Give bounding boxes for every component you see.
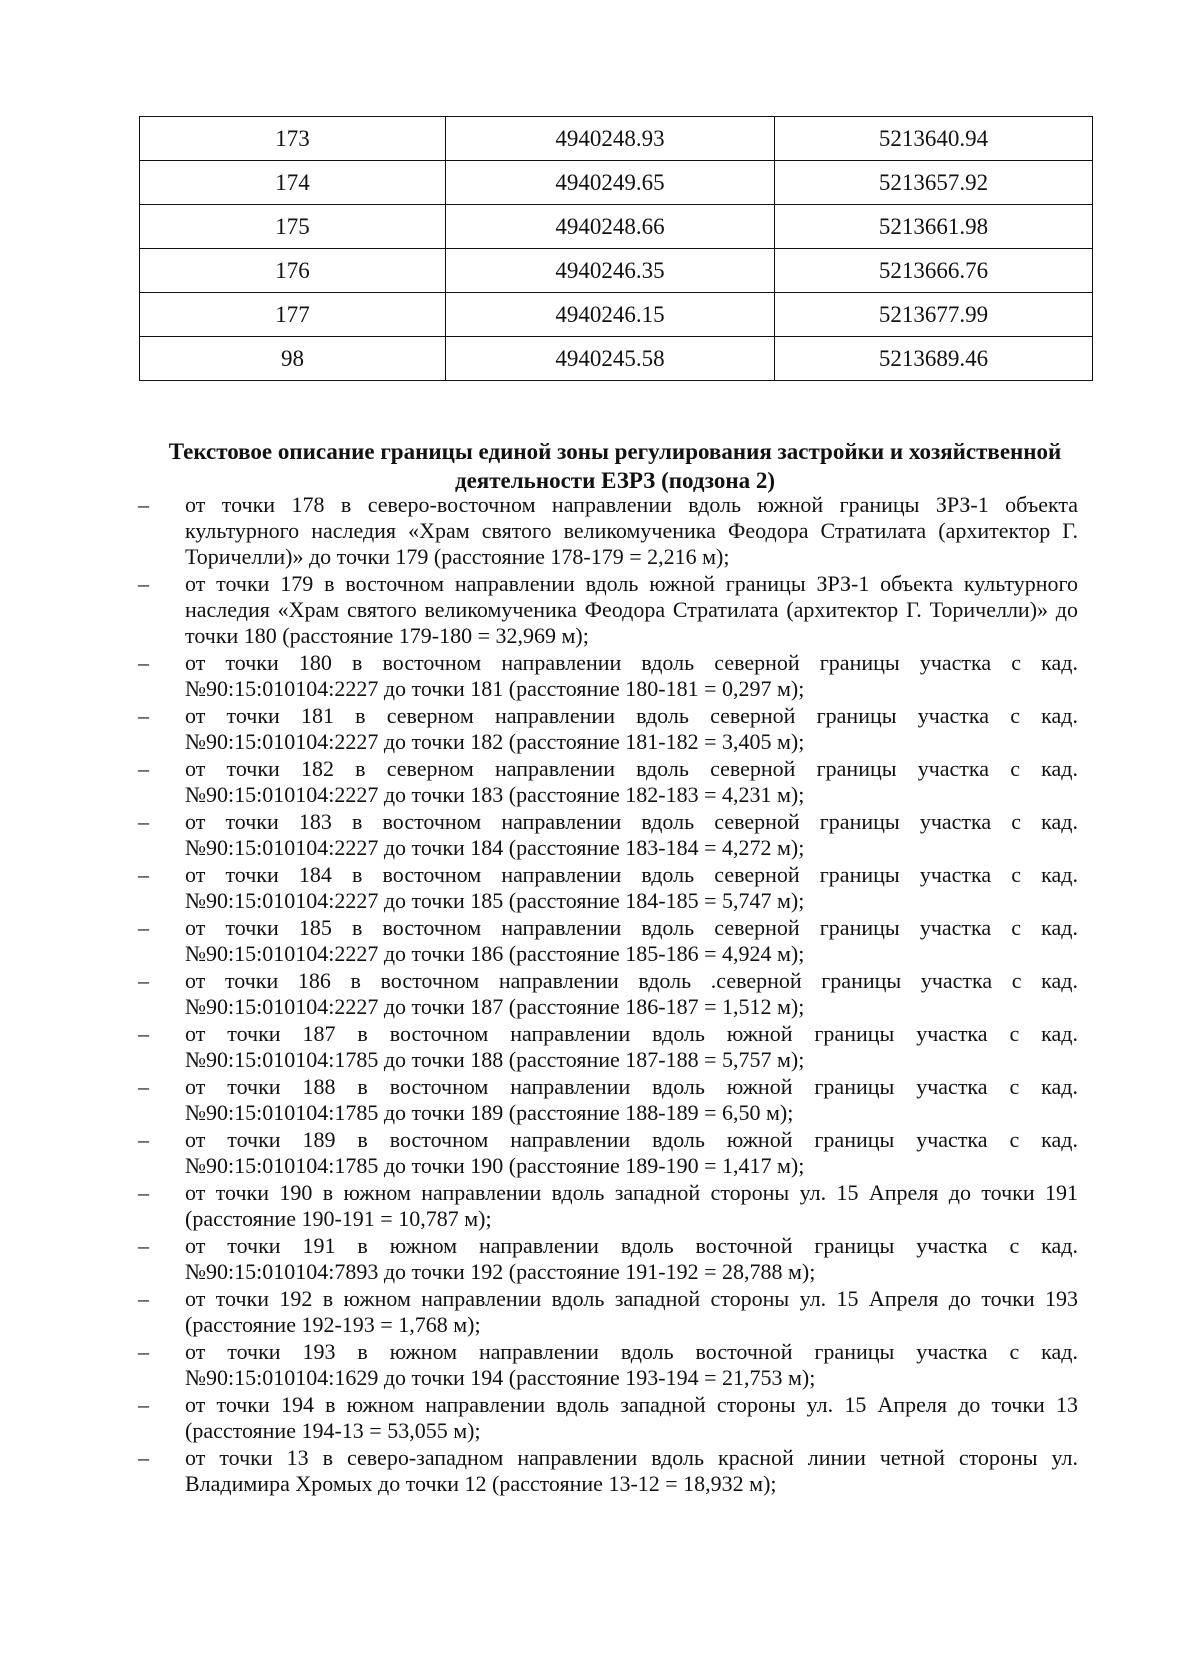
dash-bullet: – [138,650,149,675]
point-number-cell: 98 [140,337,446,381]
dash-bullet: – [138,809,149,834]
y-coordinate-cell: 5213640.94 [775,117,1093,161]
dash-bullet: – [138,492,149,517]
list-item-text: от точки 178 в северо-восточном направлении вдоль южной границы ЗРЗ-1 объекта культурного наследия «Храм святого великомученика Феодора Стратилата (архитектор Г. Торичелли)» до точки 179 (расстояние 178-179 = 2,216 м); [185,492,1078,569]
x-coordinate-cell: 4940249.65 [446,161,775,205]
list-item-text: от точки 191 в южном направлении вдоль восточной границы участка с кад. №90:15:010104:7893 до точки 192 (расстояние 191-192 = 28,788 м); [185,1233,1078,1284]
list-item [138,968,1078,1020]
y-coordinate-cell: 5213661.98 [775,205,1093,249]
dash-bullet: – [138,1233,149,1258]
point-number-cell: 173 [140,117,446,161]
list-item-text: от точки 194 в южном направлении вдоль западной стороны ул. 15 Апреля до точки 13 (расстояние 194-13 = 53,055 м); [185,1392,1078,1443]
list-item [138,1021,1078,1073]
list-item-text: от точки 181 в северном направлении вдоль северной границы участка с кад. №90:15:010104:2227 до точки 182 (расстояние 181-182 = 3,405 м); [185,703,1078,754]
list-item [138,809,1078,861]
list-item [138,915,1078,967]
list-item [138,1445,1078,1497]
list-item [138,1074,1078,1126]
point-number-cell: 177 [140,293,446,337]
heading-line-2: деятельности ЕЗРЗ (подзона 2) [454,468,776,493]
list-item [138,1127,1078,1179]
table-row [140,161,1093,205]
dash-bullet: – [138,915,149,940]
x-coordinate-cell: 4940245.58 [446,337,775,381]
x-coordinate-cell: 4940248.93 [446,117,775,161]
table-row [140,293,1093,337]
dash-bullet: – [138,1339,149,1364]
y-coordinate-cell: 5213677.99 [775,293,1093,337]
list-item-text: от точки 182 в северном направлении вдоль северной границы участка с кад. №90:15:010104:2227 до точки 183 (расстояние 182-183 = 4,231 м); [185,756,1078,807]
list-item-text: от точки 193 в южном направлении вдоль восточной границы участка с кад. №90:15:010104:1629 до точки 194 (расстояние 193-194 = 21,753 м); [185,1339,1078,1390]
list-item [138,703,1078,755]
x-coordinate-cell: 4940248.66 [446,205,775,249]
list-item-text: от точки 192 в южном направлении вдоль западной стороны ул. 15 Апреля до точки 193 (расстояние 192-193 = 1,768 м); [185,1286,1078,1337]
table-row [140,249,1093,293]
list-item [138,650,1078,702]
dash-bullet: – [138,1392,149,1417]
dash-bullet: – [138,571,149,596]
dash-bullet: – [138,1445,149,1470]
table-row [140,337,1093,381]
dash-bullet: – [138,1286,149,1311]
dash-bullet: – [138,1021,149,1046]
list-item-text: от точки 187 в восточном направлении вдоль южной границы участка с кад. №90:15:010104:1785 до точки 188 (расстояние 187-188 = 5,757 м); [185,1021,1078,1072]
y-coordinate-cell: 5213666.76 [775,249,1093,293]
list-item [138,1180,1078,1232]
list-item [138,1392,1078,1444]
dash-bullet: – [138,1127,149,1152]
dash-bullet: – [138,703,149,728]
point-number-cell: 176 [140,249,446,293]
x-coordinate-cell: 4940246.15 [446,293,775,337]
list-item-text: от точки 185 в восточном направлении вдоль северной границы участка с кад. №90:15:010104:2227 до точки 186 (расстояние 185-186 = 4,924 м); [185,915,1078,966]
list-item-text: от точки 186 в восточном направлении вдоль .северной границы участка с кад. №90:15:010104:2227 до точки 187 (расстояние 186-187 = 1,512 м); [185,968,1078,1019]
list-item [138,571,1078,649]
list-item [138,1286,1078,1338]
list-item-text: от точки 190 в южном направлении вдоль западной стороны ул. 15 Апреля до точки 191 (расстояние 190-191 = 10,787 м); [185,1180,1078,1231]
point-number-cell: 175 [140,205,446,249]
list-item [138,1339,1078,1391]
table-row [140,205,1093,249]
table-row [140,117,1093,161]
list-item [138,862,1078,914]
list-item [138,756,1078,808]
list-item-text: от точки 184 в восточном направлении вдоль северной границы участка с кад. №90:15:010104:2227 до точки 185 (расстояние 184-185 = 5,747 м); [185,862,1078,913]
section-heading [130,437,1100,495]
dash-bullet: – [138,968,149,993]
point-number-cell: 174 [140,161,446,205]
list-item-text: от точки 188 в восточном направлении вдоль южной границы участка с кад. №90:15:010104:1785 до точки 189 (расстояние 188-189 = 6,50 м); [185,1074,1078,1125]
list-item-text: от точки 179 в восточном направлении вдоль южной границы ЗРЗ-1 объекта культурного наследия «Храм святого великомученика Феодора Стратилата (архитектор Г. Торичелли)» до точки 180 (расстояние 179-180 = 32,969 м); [185,571,1078,648]
dash-bullet: – [138,756,149,781]
y-coordinate-cell: 5213689.46 [775,337,1093,381]
list-item-text: от точки 180 в восточном направлении вдоль северной границы участка с кад. №90:15:010104:2227 до точки 181 (расстояние 180-181 = 0,297 м); [185,650,1078,701]
list-item [138,492,1078,570]
dash-bullet: – [138,862,149,887]
coordinates-table [139,116,1093,381]
y-coordinate-cell: 5213657.92 [775,161,1093,205]
dash-bullet: – [138,1180,149,1205]
list-item-text: от точки 189 в восточном направлении вдоль южной границы участка с кад. №90:15:010104:1785 до точки 190 (расстояние 189-190 = 1,417 м); [185,1127,1078,1178]
boundary-description-list [138,492,1078,1498]
heading-line-1: Текстовое описание границы единой зоны регулирования застройки и хозяйственной [168,439,1062,464]
list-item [138,1233,1078,1285]
x-coordinate-cell: 4940246.35 [446,249,775,293]
dash-bullet: – [138,1074,149,1099]
list-item-text: от точки 183 в восточном направлении вдоль северной границы участка с кад. №90:15:010104:2227 до точки 184 (расстояние 183-184 = 4,272 м); [185,809,1078,860]
list-item-text: от точки 13 в северо-западном направлении вдоль красной линии четной стороны ул. Владимира Хромых до точки 12 (расстояние 13-12 = 18,932 м); [185,1445,1078,1496]
